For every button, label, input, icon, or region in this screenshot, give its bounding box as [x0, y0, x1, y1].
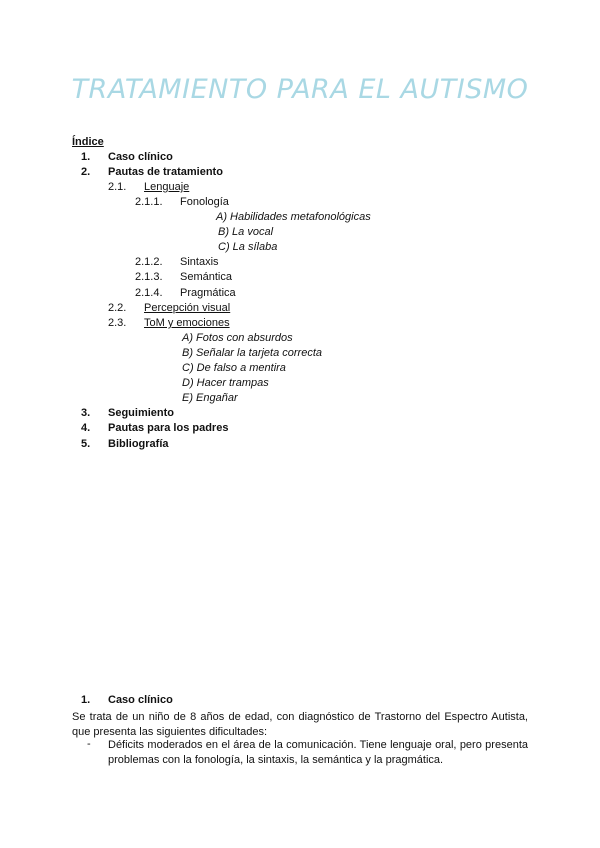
toc-number: 1. [81, 151, 91, 163]
toc-item-semantica[interactable]: Semántica [180, 271, 232, 283]
toc-number: 2.1. [108, 181, 127, 193]
toc-item-habilidades-metafonologicas[interactable]: A) Habilidades metafonológicas [216, 211, 371, 223]
toc-item-pautas-tratamiento[interactable]: Pautas de tratamiento [108, 166, 223, 178]
toc-item-hacer-trampas[interactable]: D) Hacer trampas [182, 377, 269, 389]
toc-item-enganar[interactable]: E) Engañar [182, 392, 238, 404]
toc-item-fotos-absurdos[interactable]: A) Fotos con absurdos [182, 332, 293, 344]
toc-item-caso-clinico[interactable]: Caso clínico [108, 151, 173, 163]
toc-item-la-vocal[interactable]: B) La vocal [218, 226, 274, 238]
toc-item-bibliografia[interactable]: Bibliografía [108, 438, 169, 450]
section-heading: Caso clínico [108, 694, 173, 706]
toc-item-sintaxis[interactable]: Sintaxis [180, 256, 219, 268]
toc-item-falso-mentira[interactable]: C) De falso a mentira [182, 362, 286, 374]
toc-number: 2.1.4. [135, 287, 163, 299]
toc-item-lenguaje[interactable]: Lenguaje [144, 181, 190, 193]
toc-item-tom-emociones[interactable]: ToM y emociones [144, 317, 230, 329]
toc-number: 2.1.1. [135, 196, 163, 208]
toc-number: 2.2. [108, 302, 127, 314]
section-number: 1. [81, 694, 91, 706]
toc-item-fonologia[interactable]: Fonología [180, 196, 229, 208]
toc-number: 2.1.2. [135, 256, 163, 268]
toc-number: 2.3. [108, 317, 127, 329]
bullet-item: Déficits moderados en el área de la comunicación. Tiene lenguaje oral, pero presenta problemas con la fonología, la sintaxis, la semántica y la pragmática. [108, 739, 528, 766]
toc-item-seguimiento[interactable]: Seguimiento [108, 407, 175, 419]
toc-item-senalar-tarjeta[interactable]: B) Señalar la tarjeta correcta [182, 347, 323, 359]
toc-item-percepcion-visual[interactable]: Percepción visual [144, 302, 231, 314]
toc-item-pautas-padres[interactable]: Pautas para los padres [108, 422, 229, 434]
index-heading: Índice [72, 136, 104, 148]
toc-number: 2.1.3. [135, 271, 163, 283]
toc-number: 2. [81, 166, 91, 178]
toc-number: 3. [81, 407, 91, 419]
document-title: TRATAMIENTO PARA EL AUTISMO [71, 74, 529, 105]
toc-number: 5. [81, 438, 91, 450]
case-paragraph: Se trata de un niño de 8 años de edad, con diagnóstico de Trastorno del Espectro Autista, que presenta las siguientes dificultades: [72, 711, 528, 738]
bullet-marker: - [87, 738, 91, 750]
toc-item-la-silaba[interactable]: C) La sílaba [218, 241, 278, 253]
toc-number: 4. [81, 422, 91, 434]
toc-item-pragmatica[interactable]: Pragmática [180, 287, 236, 299]
